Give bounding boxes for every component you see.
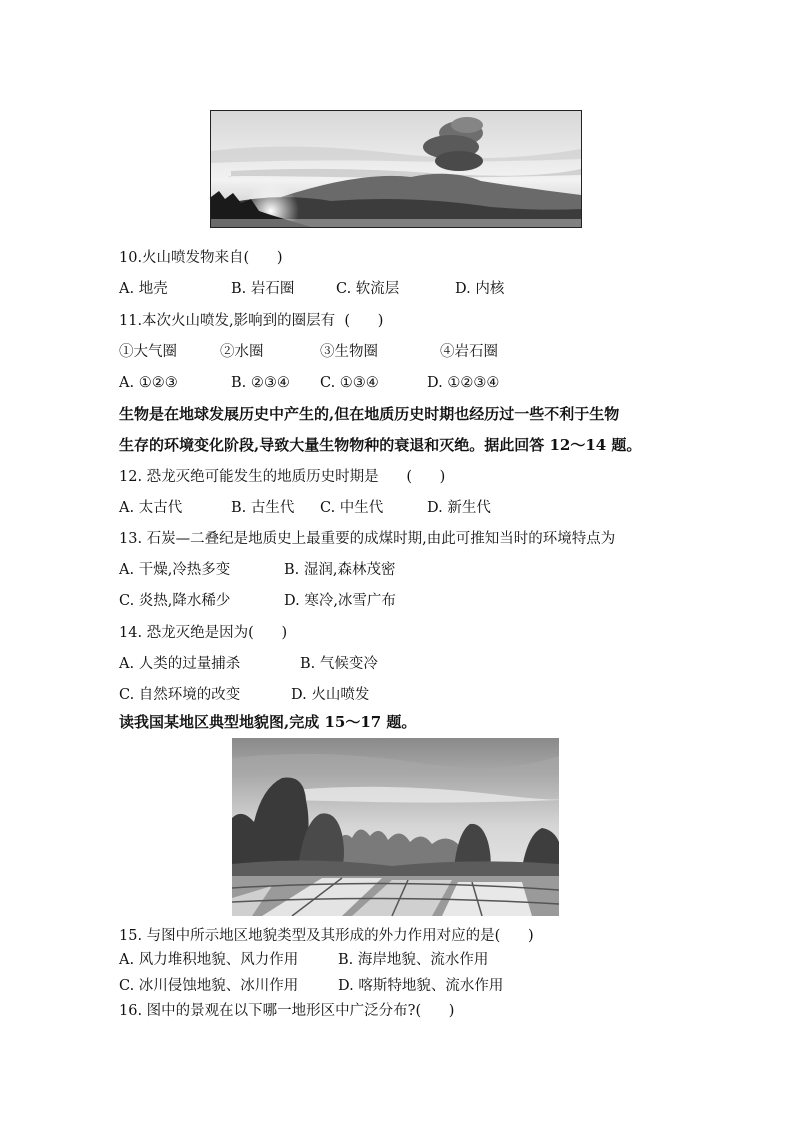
q15-option-d: D. 喀斯特地貌、流水作用 <box>338 978 504 994</box>
passage-1-line-2: 生存的环境变化阶段,导致大量生物物种的衰退和灭绝。据此回答 12～14 题。 <box>119 436 642 454</box>
karst-illustration <box>232 738 559 916</box>
q12-option-c: C. 中生代 <box>320 500 384 516</box>
passage-2: 读我国某地区典型地貌图,完成 15～17 题。 <box>119 713 417 731</box>
q14-option-c: C. 自然环境的改变 <box>119 687 241 703</box>
passage-1-line-1: 生物是在地球发展历史中产生的,但在地质历史时期也经历过一些不利于生物 <box>119 405 620 423</box>
question-16-stem: 16. 图中的景观在以下哪一地形区中广泛分布?( ) <box>119 1003 455 1019</box>
q13-option-d: D. 寒冷,冰雪广布 <box>284 593 396 609</box>
q12-option-a: A. 太古代 <box>119 500 183 516</box>
q13-option-a: A. 干燥,冷热多变 <box>119 562 231 578</box>
q11-sphere-4: ④岩石圈 <box>440 344 498 360</box>
q11-option-a: A. ①②③ <box>119 375 178 391</box>
volcano-photo <box>210 110 582 228</box>
karst-landscape-photo <box>232 738 559 916</box>
q11-sphere-1: ①大气圈 <box>119 344 177 360</box>
q11-sphere-3: ③生物圈 <box>320 344 378 360</box>
question-12-stem: 12. 恐龙灭绝可能发生的地质历史时期是 ( ) <box>119 469 446 485</box>
q12-option-d: D. 新生代 <box>427 500 491 516</box>
q11-option-d: D. ①②③④ <box>427 375 500 391</box>
question-13-stem: 13. 石炭—二叠纪是地质史上最重要的成煤时期,由此可推知当时的环境特点为 <box>119 531 616 547</box>
q14-option-d: D. 火山喷发 <box>291 687 370 703</box>
q14-option-a: A. 人类的过量捕杀 <box>119 656 241 672</box>
q15-option-a: A. 风力堆积地貌、风力作用 <box>119 952 299 968</box>
q15-option-b: B. 海岸地貌、流水作用 <box>338 952 489 968</box>
q15-option-c: C. 冰川侵蚀地貌、冰川作用 <box>119 978 299 994</box>
q10-option-d: D. 内核 <box>455 281 505 297</box>
q12-option-b: B. 古生代 <box>231 500 295 516</box>
q13-option-b: B. 湿润,森林茂密 <box>284 562 396 578</box>
q10-option-c: C. 软流层 <box>336 281 400 297</box>
q11-sphere-2: ②水圈 <box>220 344 264 360</box>
q14-option-b: B. 气候变冷 <box>300 656 378 672</box>
q11-option-c: C. ①③④ <box>320 375 379 391</box>
q10-option-b: B. 岩石圈 <box>231 281 295 297</box>
question-14-stem: 14. 恐龙灭绝是因为( ) <box>119 625 288 641</box>
question-15-stem: 15. 与图中所示地区地貌类型及其形成的外力作用对应的是( ) <box>119 928 534 944</box>
question-10-stem: 10.火山喷发物来自( ) <box>119 250 283 266</box>
volcano-illustration <box>211 111 581 227</box>
q13-option-c: C. 炎热,降水稀少 <box>119 593 231 609</box>
q10-option-a: A. 地壳 <box>119 281 168 297</box>
question-11-stem: 11.本次火山喷发,影响到的圈层有 ( ) <box>119 313 384 329</box>
q11-option-b: B. ②③④ <box>231 375 290 391</box>
